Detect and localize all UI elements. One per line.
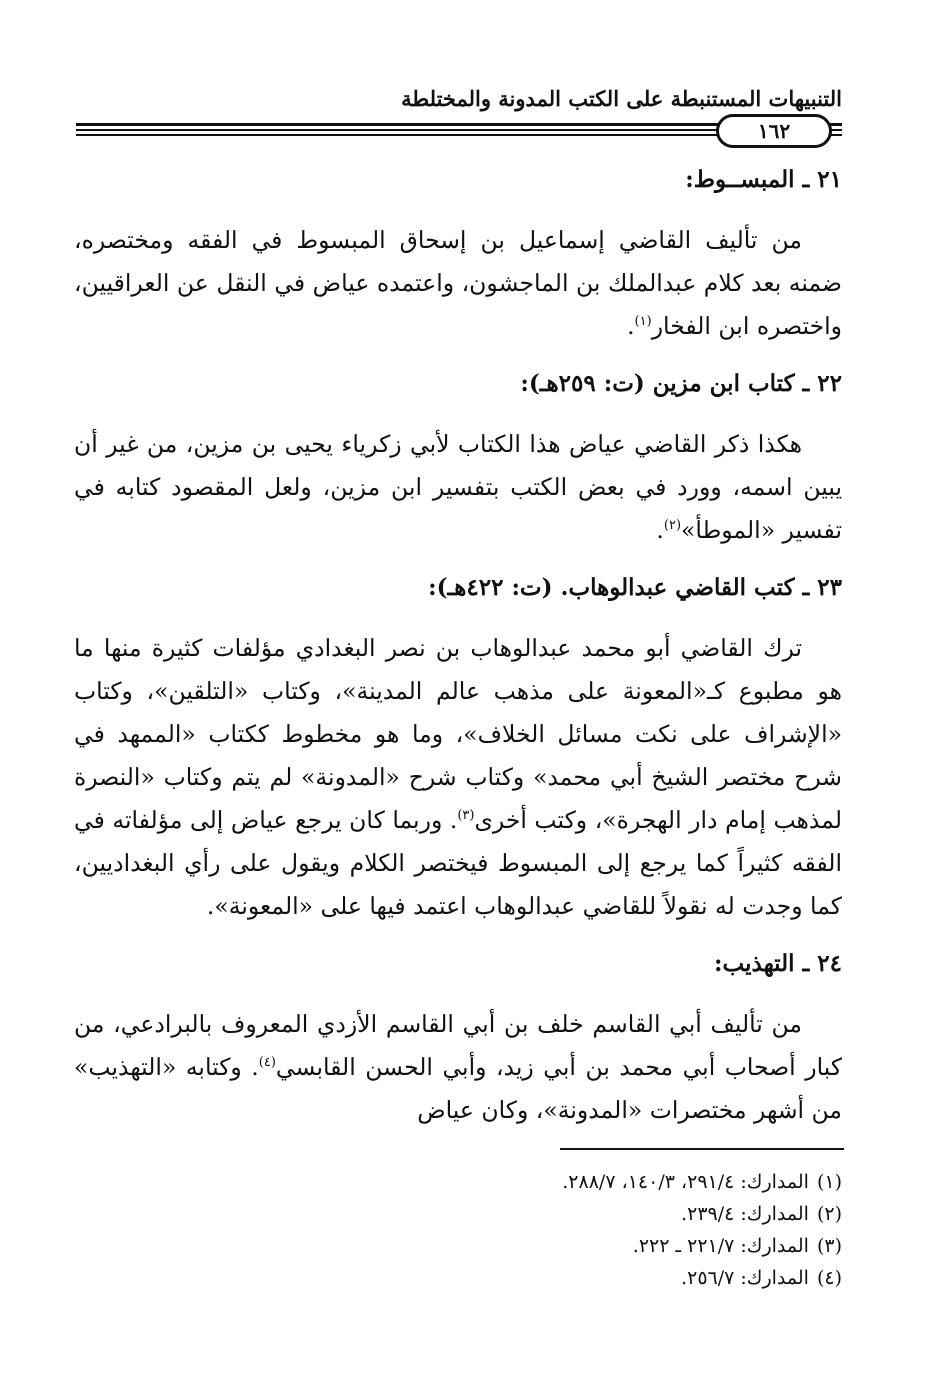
running-header-title: التنبيهات المستنبطة على الكتب المدونة والمختلطة <box>401 86 842 111</box>
footnote-ref: (٢) <box>663 518 682 534</box>
paragraph-tail: . وربما كان يرجع عياض إلى مؤلفاته في الفقه كثيراً كما يرجع إلى المبسوط فيختصر الكلام ويقول على رأي البغداديين، كما وجدت له نقولاً للقاضي عبدالوهاب اعتمد فيها على «المعونة». <box>74 806 842 920</box>
section-heading: ٢٢ ـ كتاب ابن مزين (ت: ٢٥٩هـ): <box>520 370 842 397</box>
section-heading: ٢١ ـ المبســوط: <box>685 166 842 193</box>
section-heading: ٢٣ ـ كتب القاضي عبدالوهاب. (ت: ٤٢٢هـ): <box>428 574 842 601</box>
footnote-text: المدارك: ٢٥٦/٧. <box>681 1267 809 1289</box>
footnote <box>300 1230 842 1262</box>
footnote-number: (٢) <box>816 1203 842 1225</box>
footnote-separator <box>560 1148 844 1150</box>
section-heading: ٢٤ ـ التهذيب: <box>714 950 842 977</box>
paragraph-text: من تأليف القاضي إسماعيل بن إسحاق المبسوط في الفقه ومختصره، ضمنه بعد كلام عبدالملك بن الماجشون، واعتمده عياض في النقل عن العراقيين، واختصره ابن الفخار <box>74 226 842 340</box>
page-number: ١٦٢ <box>716 114 832 148</box>
header-rule <box>76 112 842 142</box>
footnote <box>300 1198 842 1230</box>
footnote-text: المدارك: ٢٩١/٤، ١٤٠/٣، ٢٨٨/٧. <box>562 1171 809 1193</box>
footnote <box>300 1262 842 1294</box>
paragraph-text: من تأليف أبي القاسم خلف بن أبي القاسم الأزدي المعروف بالبرادعي، من كبار أصحاب أبي محمد بن أبي زيد، وأبي الحسن القابسي <box>74 1010 843 1081</box>
footnote-number: (٣) <box>816 1235 842 1257</box>
footnote-ref: (٣) <box>457 808 475 824</box>
footnote-number: (٤) <box>816 1267 842 1289</box>
section-paragraph <box>74 423 842 552</box>
paragraph-text: ترك القاضي أبو محمد عبدالوهاب بن نصر البغدادي مؤلفات كثيرة منها ما هو مطبوع كـ«المعونة على مذهب عالم المدينة»، وكتاب «التلقين»، وكتاب «الإشراف على نكت مسائل الخلاف»، وما هو مخطوط ككتاب «الممهد في شرح مختصر الشيخ أبي محمد» وكتاب شرح «المدونة» لم يتم وكتاب «النصرة لمذهب إمام دار الهجرة»، وكتب أخرى <box>74 634 842 834</box>
footnote-number: (١) <box>816 1171 842 1193</box>
footnote-ref: (١) <box>634 314 652 330</box>
paragraph-tail: . <box>627 312 635 340</box>
section-paragraph <box>74 219 842 348</box>
section-paragraph <box>74 627 842 928</box>
paragraph-tail: . <box>656 516 664 544</box>
footnote-text: المدارك: ٢٣٩/٤. <box>681 1203 809 1225</box>
body-text <box>74 158 842 1146</box>
footnote <box>300 1166 842 1198</box>
paragraph-tail: . وكتابه «التهذيب» من أشهر مختصرات «المدونة»، وكان عياض <box>74 1053 842 1124</box>
footnotes <box>300 1166 842 1294</box>
footnote-ref: (٤) <box>258 1055 276 1071</box>
section-paragraph <box>74 1003 842 1132</box>
paragraph-text: هكذا ذكر القاضي عياض هذا الكتاب لأبي زكرياء يحيى بن مزين، من غير أن يبين اسمه، وورد في بعض الكتب بتفسير ابن مزين، ولعل المقصود كتابه في تفسير «الموطأ» <box>74 430 842 544</box>
footnote-text: المدارك: ٢٢١/٧ ـ ٢٢٢. <box>632 1235 809 1257</box>
